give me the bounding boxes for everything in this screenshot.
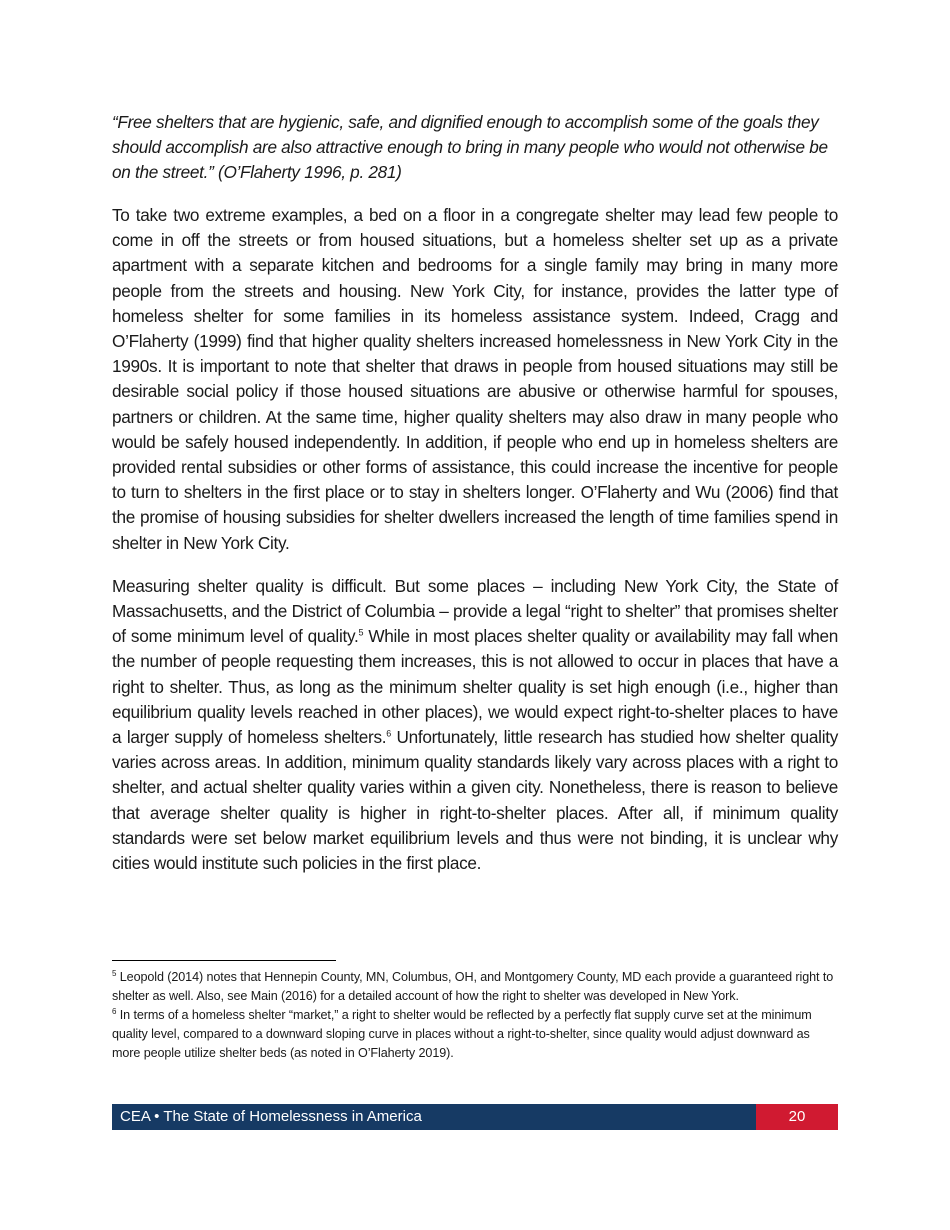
page-footer [112, 1104, 838, 1130]
footnote-ref-6[interactable]: 6 [386, 728, 391, 739]
paragraph-shelter-quality [112, 574, 838, 876]
footnote-number: 5 [112, 968, 117, 978]
footnote-6 [112, 1006, 838, 1063]
paragraph-text: While in most places shelter quality or availability may fall when the number of people requesting them increases, this is not allowed to occur in places that have a right to shelter. Thus, as long as the minimum shelter quality is set high enough (i.e., higher than equilibrium quality levels reached in other places), we would expect right-to-shelter places to have a larger supply of homeless shelters. [112, 626, 838, 748]
footer-title: CEA • The State of Homelessness in America [112, 1104, 756, 1130]
block-quote: “Free shelters that are hygienic, safe, and dignified enough to accomplish some of the goals they should accomplish are also attractive enough to bring in many people who would not otherwise be on the street.” (O’Flaherty 1996, p. 281) [112, 112, 828, 182]
footnote-number: 6 [112, 1006, 117, 1016]
paragraph-shelter-examples: To take two extreme examples, a bed on a floor in a congregate shelter may lead few people to come in off the streets or from housed situations, but a homeless shelter set up as a private apartment with a separate kitchen and bedrooms for a single family may bring in many more people from the streets and housing. New York City, for instance, provides the latter type of homeless shelter for some families in its homeless assistance system. Indeed, Cragg and O’Flaherty (1999) find that higher quality shelters increased homelessness in New York City in the 1990s. It is important to note that shelter that draws in people from housed situations may still be desirable social policy if those housed situations are abusive or otherwise harmful for spouses, partners or children. At the same time, higher quality shelters may also draw in many people who would be safely housed independently. In addition, if people who end up in homeless shelters are provided rental subsidies or other forms of assistance, this could increase the incentive for people to turn to shelters in the first place or to stay in shelters longer. O’Flaherty and Wu (2006) find that the promise of housing subsidies for shelter dwellers increased the length of time families spend in shelter in New York City. [112, 205, 838, 553]
page-number: 20 [756, 1104, 838, 1130]
paragraph-text: Unfortunately, little research has studied how shelter quality varies across areas. In addition, minimum quality standards likely vary across places with a right to shelter, and actual shelter quality varies within a given city. Nonetheless, there is reason to believe that average shelter quality is higher in right-to-shelter places. After all, if minimum quality standards were set below market equilibrium levels and thus were not binding, it is unclear why cities would institute such policies in the first place. [112, 727, 838, 874]
footnote-text: Leopold (2014) notes that Hennepin County, MN, Columbus, OH, and Montgomery County, MD each provide a guaranteed right to shelter as well. Also, see Main (2016) for a detailed account of how the right to shelter was developed in New York. [112, 970, 834, 1003]
footnote-text: In terms of a homeless shelter “market,” a right to shelter would be reflected by a perfectly flat supply curve set at the minimum quality level, compared to a downward sloping curve in places without a right-to-shelter, since quality would adjust downward as more people utilize shelter beds (as noted in O’Flaherty 2019). [112, 1008, 812, 1060]
footnote-ref-5[interactable]: 5 [358, 627, 364, 638]
footnote-5 [112, 968, 838, 1006]
page-body [112, 110, 838, 894]
footnotes [112, 968, 838, 1063]
paragraph-text: Measuring shelter quality is difficult. But some places – including New York City, the State of Massachusetts, and the District of Columbia – provide a legal “right to shelter” that promises shelter of some minimum level of quality. [112, 575, 838, 647]
footnote-divider [112, 960, 336, 961]
